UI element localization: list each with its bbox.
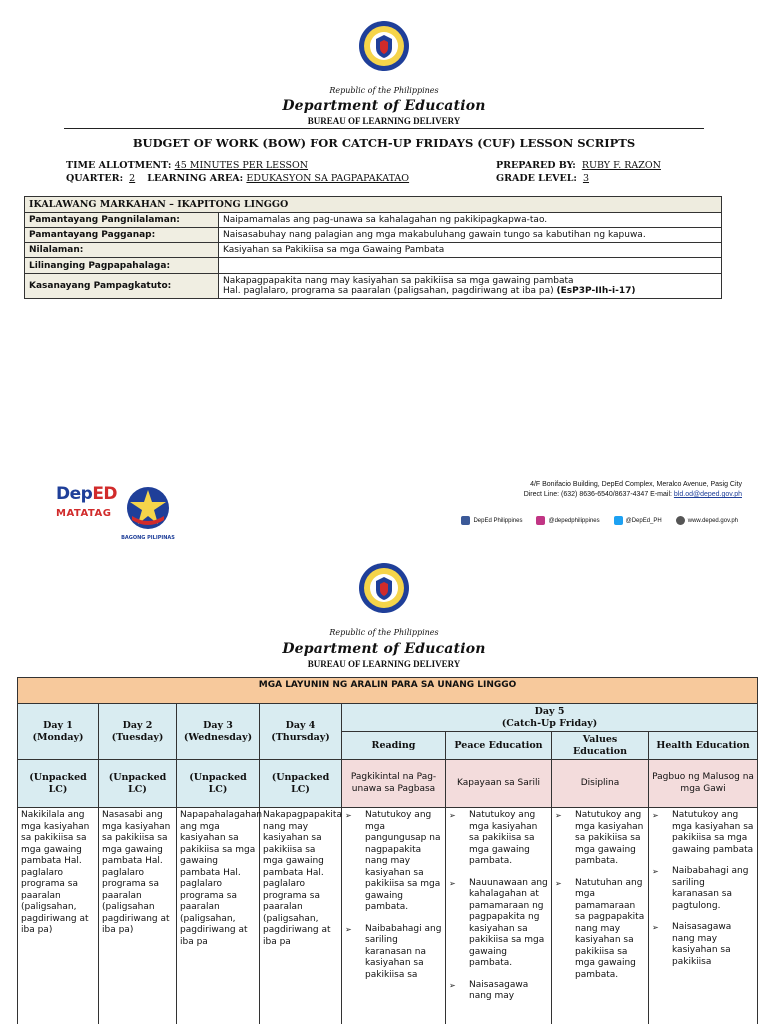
facebook-link[interactable]: DepEd Philippines — [461, 516, 522, 525]
list-item: ➢ Naisasagawa nang may — [449, 980, 548, 1003]
department-heading: Department of Education — [282, 641, 486, 657]
subject-peace-education: Peace Education — [446, 732, 552, 760]
footer-address: 4/F Bonifacio Building, DepEd Complex, Meralco Avenue, Pasig City Direct Line: (632) 8636-6540/8637-4347 E-mail: bld.od@deped.gov.ph — [523, 481, 742, 498]
day2-content: Nasasabi ang mga kasiyahan sa pakikiisa sa mga gawaing pambata Hal. paglalaro programa sa paaralan (paligsahan pagdiriwang at iba pa) — [99, 808, 177, 1024]
subject-health-education: Health Education — [649, 732, 758, 760]
reading-objectives — [342, 808, 446, 1024]
table-row: Kasanayang Pampagkatuto: Nakapagpapakita nang may kasiyahan sa pakikiisa sa mga gawaing pambata Hal. paglalaro, programa sa paaralan (paligsahan, pagdiriwang at iba pa) (EsP3P-IIh-i-17) — [25, 274, 722, 299]
time-allotment: TIME ALLOTMENT: 45 MINUTES PER LESSON — [66, 160, 309, 171]
reading-theme: Pagkikintal na Pag-unawa sa Pagbasa — [342, 760, 446, 808]
list-item: ➢ Naibabahagi ang sariling karanasan sa pagtulong. — [652, 866, 754, 912]
day4-note: (Unpacked LC) — [260, 760, 342, 808]
header-divider — [64, 128, 704, 129]
deped-seal — [358, 20, 410, 72]
health-objectives — [649, 808, 758, 1024]
list-item: ➢ Natutukoy ang mga kasiyahan sa pakikiisa sa mga gawaing pambata. — [555, 810, 645, 868]
quarter-line: QUARTER: 2 LEARNING AREA: EDUKASYON SA PAGPAPAKATAO — [66, 173, 410, 184]
republic-heading: Republic of the Philippines — [329, 628, 439, 637]
day1-note: (Unpacked LC) — [18, 760, 99, 808]
list-item: ➢ Nauunawaan ang kahalagahan at pamamaraan ng pagpapakita ng kasiyahan sa pakikiisa sa mga gawaing pambata. — [449, 878, 548, 970]
day2-note: (Unpacked LC) — [99, 760, 177, 808]
objectives-table — [17, 677, 758, 1024]
health-theme: Pagbuo ng Malusog na mga Gawi — [649, 760, 758, 808]
social-links — [461, 516, 738, 525]
department-heading: Department of Education — [282, 98, 486, 114]
day1-header: Day 1 (Monday) — [18, 704, 99, 760]
deped-matatag-logo: DepED MATATAG — [56, 484, 118, 519]
table-row: Nilalaman: Kasiyahan sa Pakikiisa sa mga Gawaing Pambata — [25, 243, 722, 258]
list-item: ➢ Naisasagawa nang may kasiyahan sa pakikiisa — [652, 922, 754, 968]
peace-objectives — [446, 808, 552, 1024]
list-item: ➢ Natutukoy ang mga pangungusap na nagpapakita nang may kasiyahan sa pakikiisa sa mga gawaing pambata. — [345, 810, 442, 914]
values-theme: Disiplina — [552, 760, 649, 808]
facebook-icon — [461, 516, 470, 525]
bow-title: BUDGET OF WORK (BOW) FOR CATCH-UP FRIDAYS (CUF) LESSON SCRIPTS — [132, 136, 636, 150]
twitter-icon — [614, 516, 623, 525]
page-footer — [0, 476, 768, 546]
email-link[interactable]: bld.od@deped.gov.ph — [673, 491, 742, 498]
instagram-icon — [536, 516, 545, 525]
table-row: Lilinanging Pagpapahalaga: — [25, 258, 722, 274]
day4-content: Nakapagpapakita nang may kasiyahan sa pakikiisa sa mga gawaing pambata Hal. paglalaro programa sa paaralan (paligsahan, pagdiriwang at iba pa — [260, 808, 342, 1024]
day4-header: Day 4 (Thursday) — [260, 704, 342, 760]
website-link[interactable]: www.deped.gov.ph — [676, 516, 738, 525]
list-item: ➢ Natutukoy ang mga kasiyahan sa pakikiisa sa mga gawaing pambata. — [449, 810, 548, 868]
day3-note: (Unpacked LC) — [177, 760, 260, 808]
day3-header: Day 3 (Wednesday) — [177, 704, 260, 760]
day5-header: Day 5 (Catch-Up Friday) — [342, 704, 758, 732]
republic-heading: Republic of the Philippines — [329, 86, 439, 95]
twitter-link[interactable]: @DepEd_PH — [614, 516, 662, 525]
deped-seal — [358, 562, 410, 614]
list-item: ➢ Natutukoy ang mga kasiyahan sa pakikiisa sa mga gawaing pambata — [652, 810, 754, 856]
subject-values-education: Values Education — [552, 732, 649, 760]
bureau-heading: BUREAU OF LEARNING DELIVERY — [307, 116, 461, 126]
grade-level: GRADE LEVEL: 3 — [496, 173, 589, 184]
globe-icon — [676, 516, 685, 525]
quarter-week-header: IKALAWANG MARKAHAN – IKAPITONG LINGGO — [25, 197, 722, 213]
table-row: Pamantayang Pagganap: Naisasabuhay nang palagian ang mga makabuluhang gawain tungo sa kabutihan ng kapuwa. — [25, 228, 722, 243]
day2-header: Day 2 (Tuesday) — [99, 704, 177, 760]
day1-content: Nakikilala ang mga kasiyahan sa pakikiisa sa mga gawaing pambata Hal. paglalaro programa sa paaralan (paligsahan, pagdiriwang at iba pa) — [18, 808, 99, 1024]
objectives-title: MGA LAYUNIN NG ARALIN PARA SA UNANG LINGGO — [18, 678, 758, 704]
prepared-by: PREPARED BY: RUBY F. RAZON — [496, 160, 661, 171]
subject-reading: Reading — [342, 732, 446, 760]
instagram-link[interactable]: @depedphilippines — [536, 516, 599, 525]
bureau-heading: BUREAU OF LEARNING DELIVERY — [307, 659, 461, 669]
competency-table — [24, 196, 722, 299]
day3-content: Napapahalagahan ang mga kasiyahan sa pakikiisa sa mga gawaing pambata Hal. paglalaro programa sa paaralan (paligsahan, pagdiriwang at iba pa — [177, 808, 260, 1024]
table-row: Pamantayang Pangnilalaman: Naipamamalas ang pag-unawa sa kahalagahan ng pakikipagkapwa-tao. — [25, 213, 722, 228]
list-item: ➢ Naibabahagi ang sariling karanasan na kasiyahan sa pakikiisa sa — [345, 924, 442, 982]
list-item: ➢ Natutuhan ang mga pamamaraan sa pagpapakita nang may kasiyahan sa pakikiisa sa mga gawaing pambata. — [555, 878, 645, 982]
peace-theme: Kapayaan sa Sarili — [446, 760, 552, 808]
bagong-pilipinas-logo: BAGONG PILIPINAS — [120, 486, 176, 541]
values-objectives — [552, 808, 649, 1024]
